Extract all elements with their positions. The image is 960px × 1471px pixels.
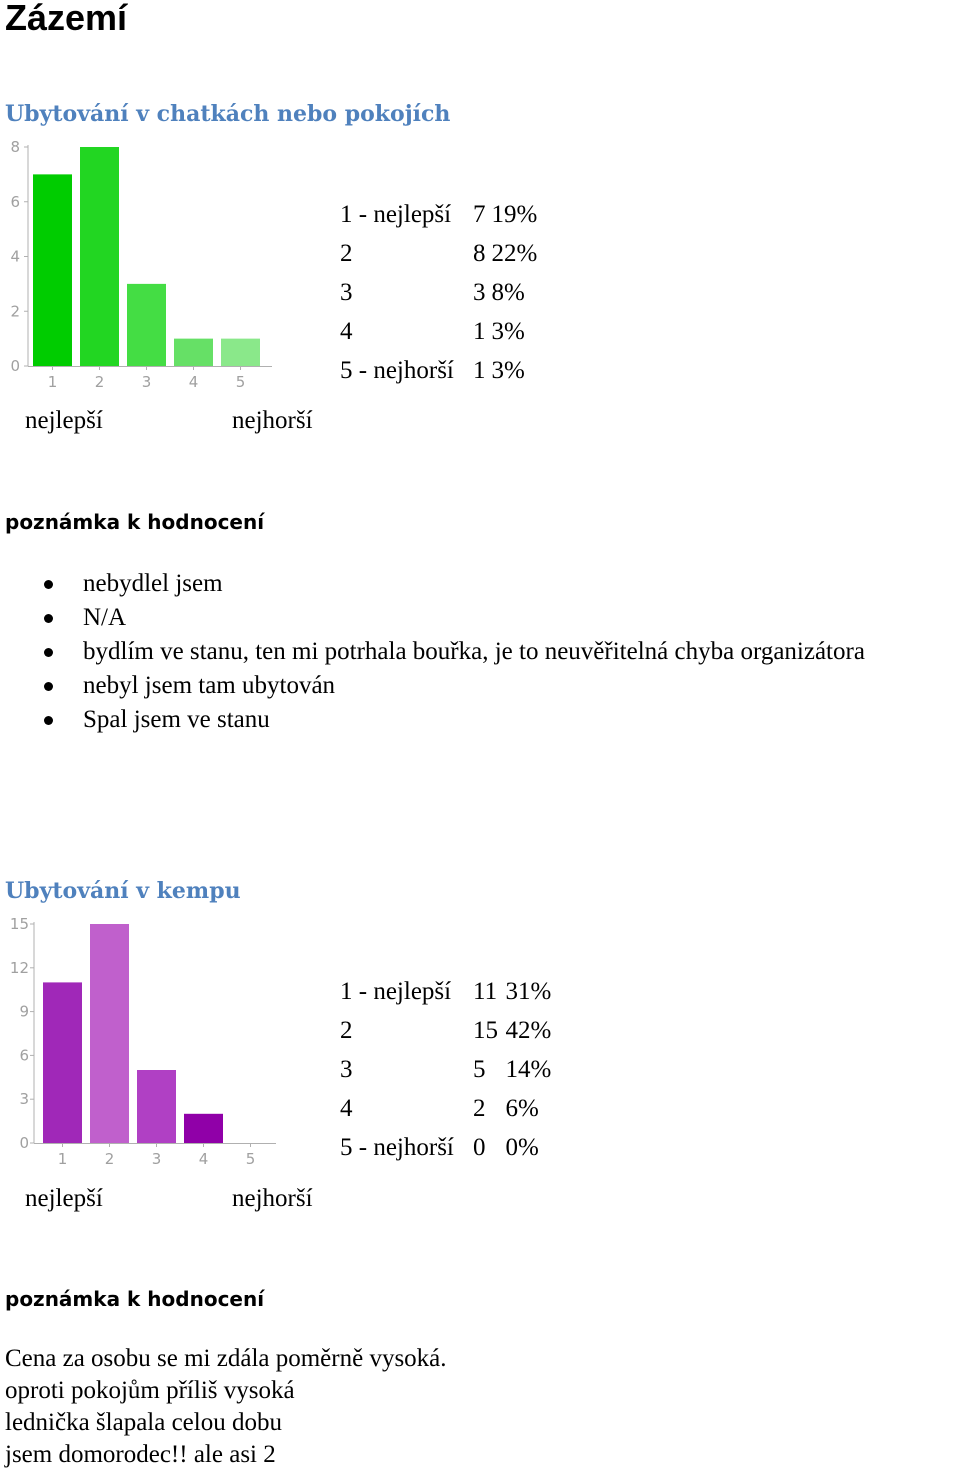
result-row — [340, 1011, 551, 1050]
y-tick-label: 15 — [9, 915, 29, 933]
result-percent: 8% — [491, 279, 525, 306]
scale-label-worst: nejhorší — [232, 407, 313, 434]
notes-list-cabins — [0, 567, 960, 737]
note-line: lednička šlapala celou dobu — [5, 1409, 282, 1436]
bar-chart-cabins — [0, 136, 290, 396]
note-line: jsem domorodec!! ale asi 2 — [5, 1441, 276, 1468]
result-percent: 3% — [491, 357, 525, 384]
bullet-icon — [44, 614, 53, 623]
result-percent: 19% — [491, 201, 538, 228]
result-percent: 14% — [505, 1056, 552, 1083]
note-heading-cabins: poznámka k hodnocení — [5, 510, 265, 534]
result-row — [340, 1089, 551, 1128]
bar — [137, 1070, 176, 1143]
result-count: 8 — [473, 240, 486, 267]
result-percent: 0% — [505, 1134, 539, 1161]
x-tick-label: 3 — [151, 1150, 162, 1168]
y-tick-label: 3 — [19, 1090, 29, 1109]
note-text: bydlím ve stanu, ten mi potrhala bouřka, je to neuvěřitelná chyba organizátora — [83, 638, 865, 665]
scale-label-worst: nejhorší — [232, 1185, 313, 1212]
x-tick-label: 3 — [141, 373, 152, 391]
chart-camp — [0, 913, 290, 1178]
y-tick-label: 8 — [10, 138, 20, 156]
y-tick-label: 6 — [19, 1046, 29, 1065]
note-text: Spal jsem ve stanu — [83, 706, 270, 733]
section-heading-camp: Ubytování v kempu — [5, 878, 241, 904]
result-label: 1 - nejlepší — [340, 978, 452, 1005]
result-row — [340, 351, 537, 390]
x-tick-label: 1 — [57, 1150, 68, 1168]
bar — [90, 924, 129, 1143]
x-tick-label: 4 — [188, 373, 199, 391]
notes-text-camp — [5, 1343, 447, 1471]
x-tick-label: 2 — [104, 1150, 115, 1168]
y-tick-label: 0 — [10, 357, 20, 375]
result-percent: 42% — [505, 1017, 552, 1044]
scale-label-best: nejlepší — [25, 1185, 103, 1212]
note-text: nebydlel jsem — [83, 570, 223, 597]
result-percent: 3% — [491, 318, 525, 345]
bar — [80, 147, 119, 366]
result-label: 3 — [340, 1056, 353, 1083]
result-row — [340, 972, 551, 1011]
result-count: 3 — [473, 279, 486, 306]
y-tick-label: 6 — [10, 192, 20, 211]
bullet-icon — [44, 682, 53, 691]
bar — [174, 339, 213, 366]
page-title: Zázemí — [5, 0, 128, 38]
y-tick-label: 9 — [19, 1002, 29, 1021]
result-label: 2 — [340, 1017, 353, 1044]
result-row — [340, 195, 537, 234]
bullet-icon — [44, 580, 53, 589]
result-count: 15 — [473, 1017, 498, 1044]
x-tick-label: 5 — [235, 373, 246, 391]
result-count: 2 — [473, 1095, 486, 1122]
result-row — [340, 312, 537, 351]
result-percent: 31% — [505, 978, 552, 1005]
result-label: 5 - nejhorší — [340, 1134, 454, 1161]
result-count: 0 — [473, 1134, 486, 1161]
result-row — [340, 273, 537, 312]
note-text: N/A — [83, 604, 127, 631]
result-count: 1 — [473, 357, 486, 384]
results-table-camp — [340, 972, 551, 1167]
result-count: 5 — [473, 1056, 486, 1083]
note-line: Cena za osobu se mi zdála poměrně vysoká. — [5, 1345, 447, 1372]
x-tick-label: 4 — [198, 1150, 209, 1168]
note-heading-camp: poznámka k hodnocení — [5, 1287, 265, 1311]
y-tick-label: 4 — [10, 247, 20, 266]
list-item — [0, 567, 960, 601]
bullet-icon — [44, 648, 53, 657]
scale-label-best: nejlepší — [25, 407, 103, 434]
y-tick-label: 12 — [9, 958, 29, 977]
result-label: 1 - nejlepší — [340, 201, 452, 228]
bar — [184, 1114, 223, 1143]
bar-chart-camp — [0, 913, 290, 1173]
result-percent: 6% — [505, 1095, 539, 1122]
note-text: nebyl jsem tam ubytován — [83, 672, 336, 699]
list-item — [0, 669, 960, 703]
result-row — [340, 1050, 551, 1089]
result-label: 4 — [340, 318, 353, 345]
note-line: oproti pokojům příliš vysoká — [5, 1377, 295, 1404]
x-tick-label: 1 — [47, 373, 58, 391]
result-percent: 22% — [491, 240, 538, 267]
list-item — [0, 601, 960, 635]
y-tick-label: 2 — [10, 302, 20, 321]
result-label: 5 - nejhorší — [340, 357, 454, 384]
bullet-icon — [44, 716, 53, 725]
y-tick-label: 0 — [19, 1134, 29, 1152]
bar — [43, 982, 82, 1143]
result-row — [340, 1128, 551, 1167]
result-count: 11 — [473, 978, 498, 1005]
result-count: 7 — [473, 201, 486, 228]
results-table-cabins — [340, 195, 537, 390]
result-count: 1 — [473, 318, 486, 345]
bar — [221, 339, 260, 366]
result-label: 3 — [340, 279, 353, 306]
x-tick-label: 5 — [245, 1150, 256, 1168]
bar — [33, 174, 72, 366]
section-heading-cabins: Ubytování v chatkách nebo pokojích — [5, 101, 451, 127]
list-item — [0, 635, 960, 669]
result-row — [340, 234, 537, 273]
x-tick-label: 2 — [94, 373, 105, 391]
bar — [127, 284, 166, 366]
result-label: 4 — [340, 1095, 353, 1122]
result-label: 2 — [340, 240, 353, 267]
list-item — [0, 703, 960, 737]
chart-cabins — [0, 136, 290, 401]
